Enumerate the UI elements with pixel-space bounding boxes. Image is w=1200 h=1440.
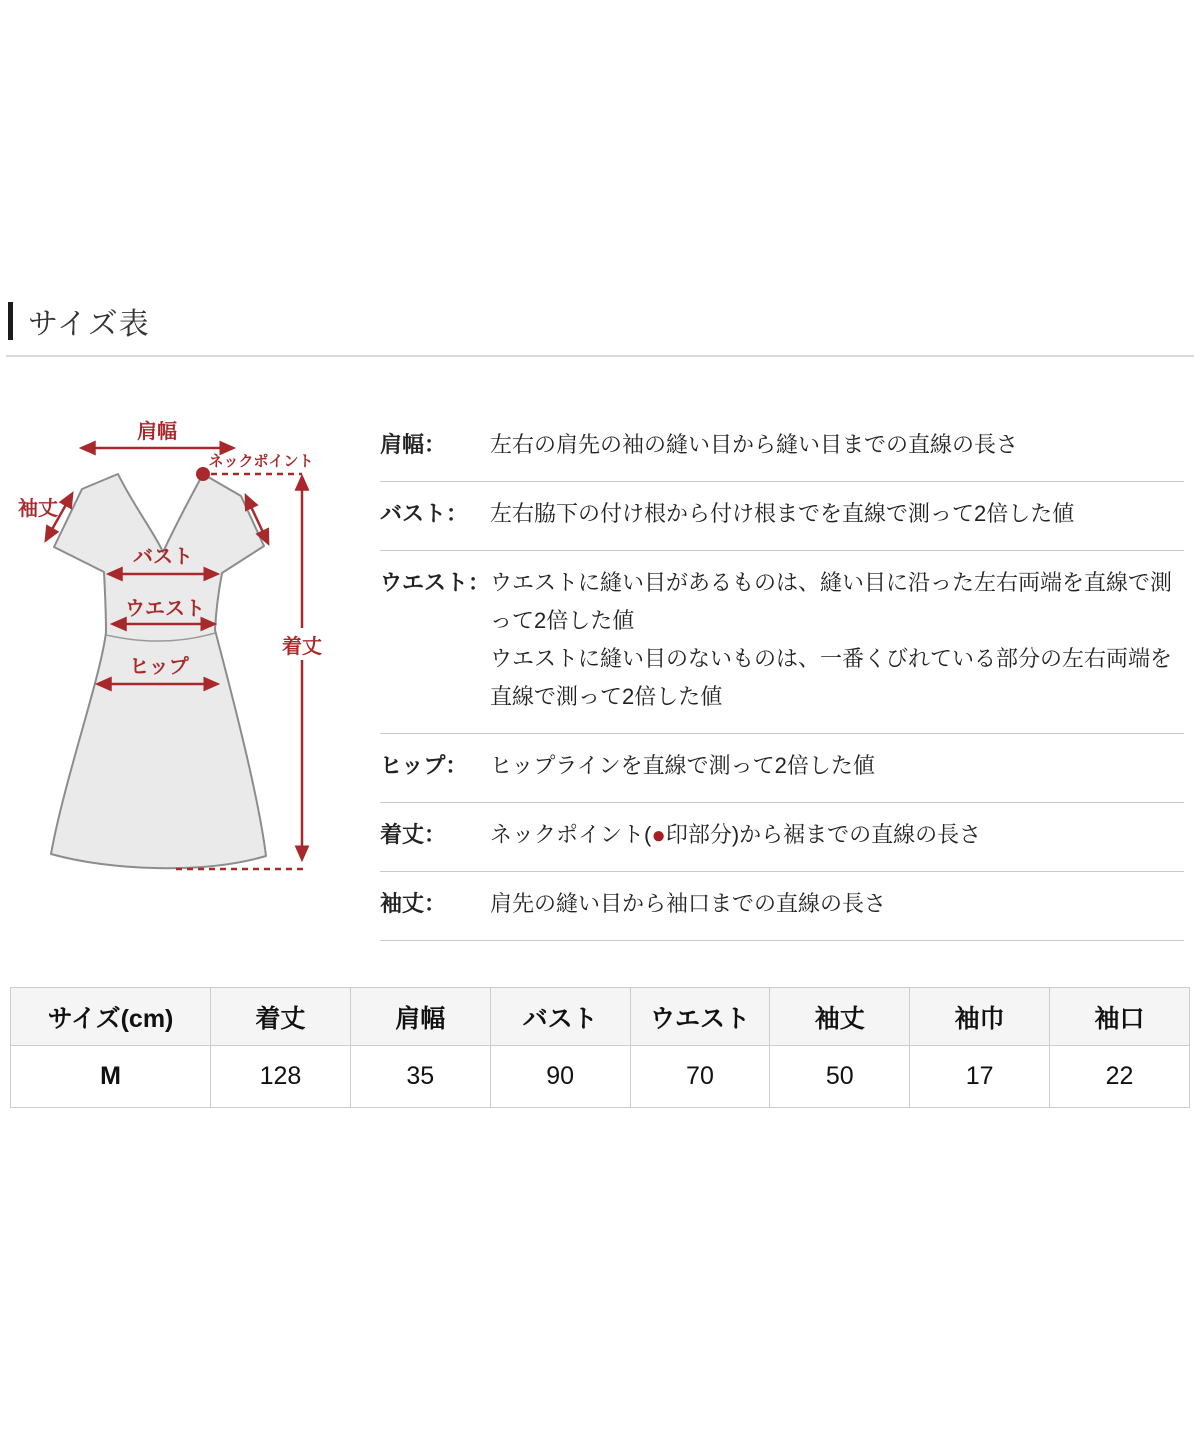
size-cell: M [11, 1046, 211, 1108]
definition-text [490, 885, 1184, 923]
definition-term: 着丈： [380, 822, 447, 847]
definition-line: ヒップラインを直線で測って2倍した値 [490, 753, 875, 778]
section-title-row [8, 300, 1194, 342]
definition-row [380, 734, 1184, 803]
neck-point-label: ネックポイント [208, 453, 314, 470]
measurement-cell: 50 [770, 1046, 910, 1108]
title-accent-bar [8, 302, 13, 340]
definition-line: ウエストに縫い目があるものは、縫い目に沿った左右両端を直線で測って2倍した値 [490, 570, 1173, 633]
definition-text [490, 564, 1184, 716]
definition-row [380, 872, 1184, 941]
measurement-cell: 35 [350, 1046, 490, 1108]
page-title: サイズ表 [28, 308, 150, 341]
size-table-header-cell: バスト [490, 988, 630, 1046]
measurement-cell: 90 [490, 1046, 630, 1108]
size-table-header-cell: 袖口 [1050, 988, 1190, 1046]
neck-point-dot [196, 467, 210, 481]
dress-measurement-diagram [6, 411, 380, 906]
definition-text [490, 816, 1184, 854]
title-divider [6, 355, 1194, 357]
size-table-header-cell: ウエスト [630, 988, 770, 1046]
definition-text [490, 426, 1184, 464]
definition-text [490, 495, 1184, 533]
definition-line: 肩先の縫い目から袖口までの直線の長さ [490, 891, 887, 916]
hip-label: ヒップ [129, 656, 189, 678]
definition-term: バスト： [380, 501, 469, 526]
measurement-cell: 70 [630, 1046, 770, 1108]
definition-line: 左右の肩先の袖の縫い目から縫い目までの直線の長さ [490, 432, 1019, 457]
bust-label: バスト [133, 546, 193, 568]
size-table-header-cell: 着丈 [211, 988, 351, 1046]
dress-diagram-svg [6, 411, 374, 906]
size-table-header-cell: 肩幅 [350, 988, 490, 1046]
definition-row [380, 482, 1184, 551]
definition-row [380, 413, 1184, 482]
size-table-header-cell: 袖丈 [770, 988, 910, 1046]
definition-line: 左右脇下の付け根から付け根までを直線で測って2倍した値 [490, 501, 1075, 526]
definition-term: ウエスト： [380, 570, 491, 595]
definition-term: ヒップ： [380, 753, 468, 778]
measurement-cell: 17 [910, 1046, 1050, 1108]
definition-term: 肩幅： [380, 432, 447, 457]
definition-term: 袖丈： [380, 891, 447, 916]
sleeve-length-label: 袖丈 [18, 498, 58, 520]
definition-text [490, 747, 1184, 785]
size-table-header-cell: サイズ(cm) [11, 988, 211, 1046]
definition-list [380, 413, 1194, 941]
body-length-label: 着丈 [282, 636, 322, 658]
size-table-header-cell: 袖巾 [910, 988, 1050, 1046]
size-chart-section [0, 300, 1200, 1108]
definition-row [380, 803, 1184, 872]
shoulder-width-label: 肩幅 [137, 421, 177, 443]
definition-line: ネックポイント(●印部分)から裾までの直線の長さ [490, 822, 982, 849]
measurement-cell: 22 [1050, 1046, 1190, 1108]
size-table-header-row [11, 988, 1190, 1046]
waist-label: ウエスト [125, 598, 205, 620]
definition-row [380, 551, 1184, 734]
measurement-cell: 128 [211, 1046, 351, 1108]
size-table [10, 987, 1190, 1108]
size-table-row [11, 1046, 1190, 1108]
definition-line: ウエストに縫い目のないものは、一番くびれている部分の左右両端を直線で測って2倍した値 [490, 646, 1173, 709]
neck-point-mark-icon: ● [651, 822, 666, 849]
